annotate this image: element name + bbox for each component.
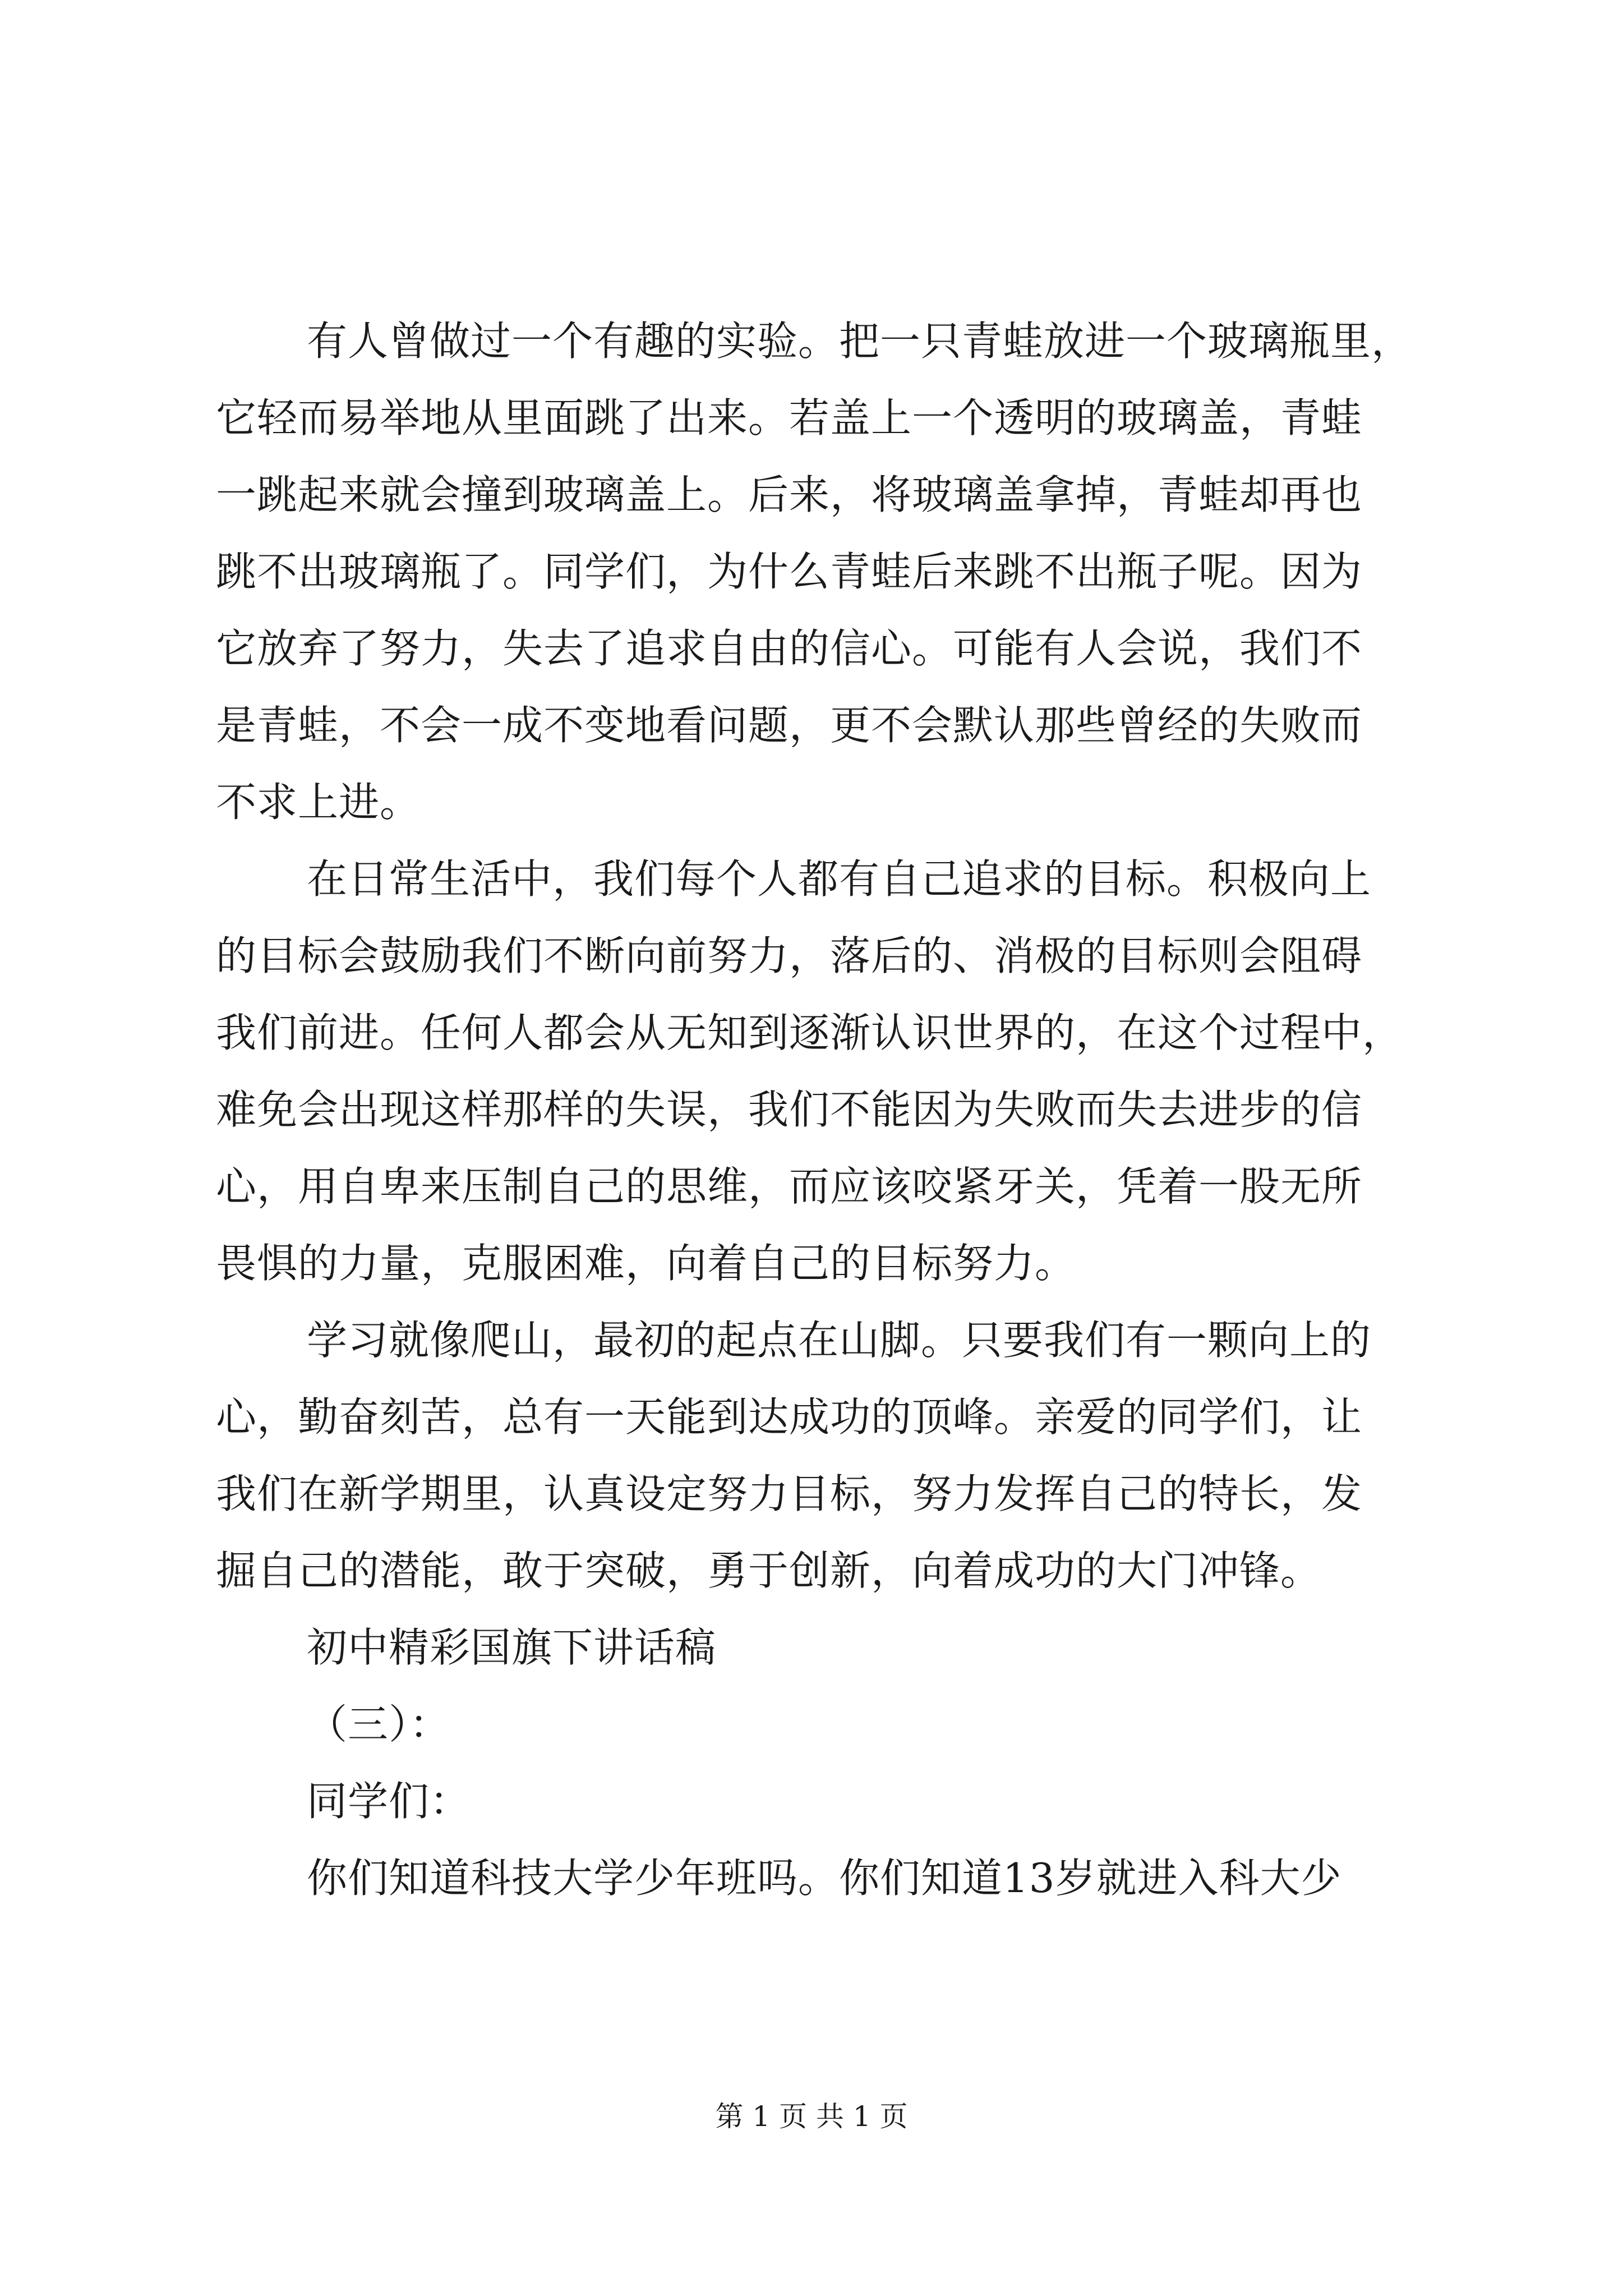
- text-line: 在日常生活中，我们每个人都有自己追求的目标。积极向上: [307, 855, 1372, 903]
- section-number: （三）：: [307, 1701, 451, 1748]
- text-line: 跳不出玻璃瓶了。同学们，为什么青蛙后来跳不出瓶子呢。因为: [216, 548, 1363, 595]
- text-line: 心，勤奋刻苦，总有一天能到达成功的顶峰。亲爱的同学们，让: [216, 1393, 1363, 1441]
- text-line: 它放弃了努力，失去了追求自由的信心。可能有人会说，我们不: [216, 625, 1363, 672]
- text-line: 是青蛙，不会一成不变地看问题，更不会默认那些曾经的失败而: [216, 702, 1363, 749]
- text-line: 你们知道科技大学少年班吗。你们知道13岁就进入科大少: [307, 1855, 1342, 1902]
- text-line: 的目标会鼓励我们不断向前努力，落后的、消极的目标则会阻碍: [216, 932, 1363, 979]
- text-line: 我们前进。任何人都会从无知到逐渐认识世界的，在这个过程中，: [216, 1009, 1404, 1056]
- document-body: [216, 303, 1413, 1917]
- paragraph-climbing-mountain: [216, 1302, 1405, 1609]
- text-line: 它轻而易举地从里面跳了出来。若盖上一个透明的玻璃盖，青蛙: [216, 394, 1363, 441]
- text-line: 一跳起来就会撞到玻璃盖上。后来，将玻璃盖拿掉，青蛙却再也: [216, 471, 1363, 518]
- salutation: 同学们：: [307, 1778, 471, 1825]
- text-line: 不求上进。: [216, 779, 421, 826]
- text-line: 我们在新学期里，认真设定努力目标，努力发挥自己的特长，发: [216, 1470, 1363, 1517]
- text-line: 畏惧的力量，克服困难，向着自己的目标努力。: [216, 1240, 1076, 1287]
- text-line: 学习就像爬山，最初的起点在山脚。只要我们有一颗向上的: [307, 1317, 1372, 1364]
- text-line: 难免会出现这样那样的失误，我们不能因为失败而失去进步的信: [216, 1086, 1363, 1133]
- section-title: 初中精彩国旗下讲话稿: [307, 1624, 717, 1671]
- text-line: 有人曾做过一个有趣的实验。把一只青蛙放进一个玻璃瓶里，: [307, 318, 1413, 365]
- paragraph-daily-goals: [216, 841, 1405, 1302]
- text-line: 掘自己的潜能，敢于突破，勇于创新，向着成功的大门冲锋。: [216, 1547, 1322, 1594]
- page-number-footer: 第 1 页 共 1 页: [715, 2100, 908, 2133]
- paragraph-frog-experiment: [216, 303, 1413, 841]
- text-line: 心，用自卑来压制自己的思维，而应该咬紧牙关，凭着一股无所: [216, 1163, 1363, 1210]
